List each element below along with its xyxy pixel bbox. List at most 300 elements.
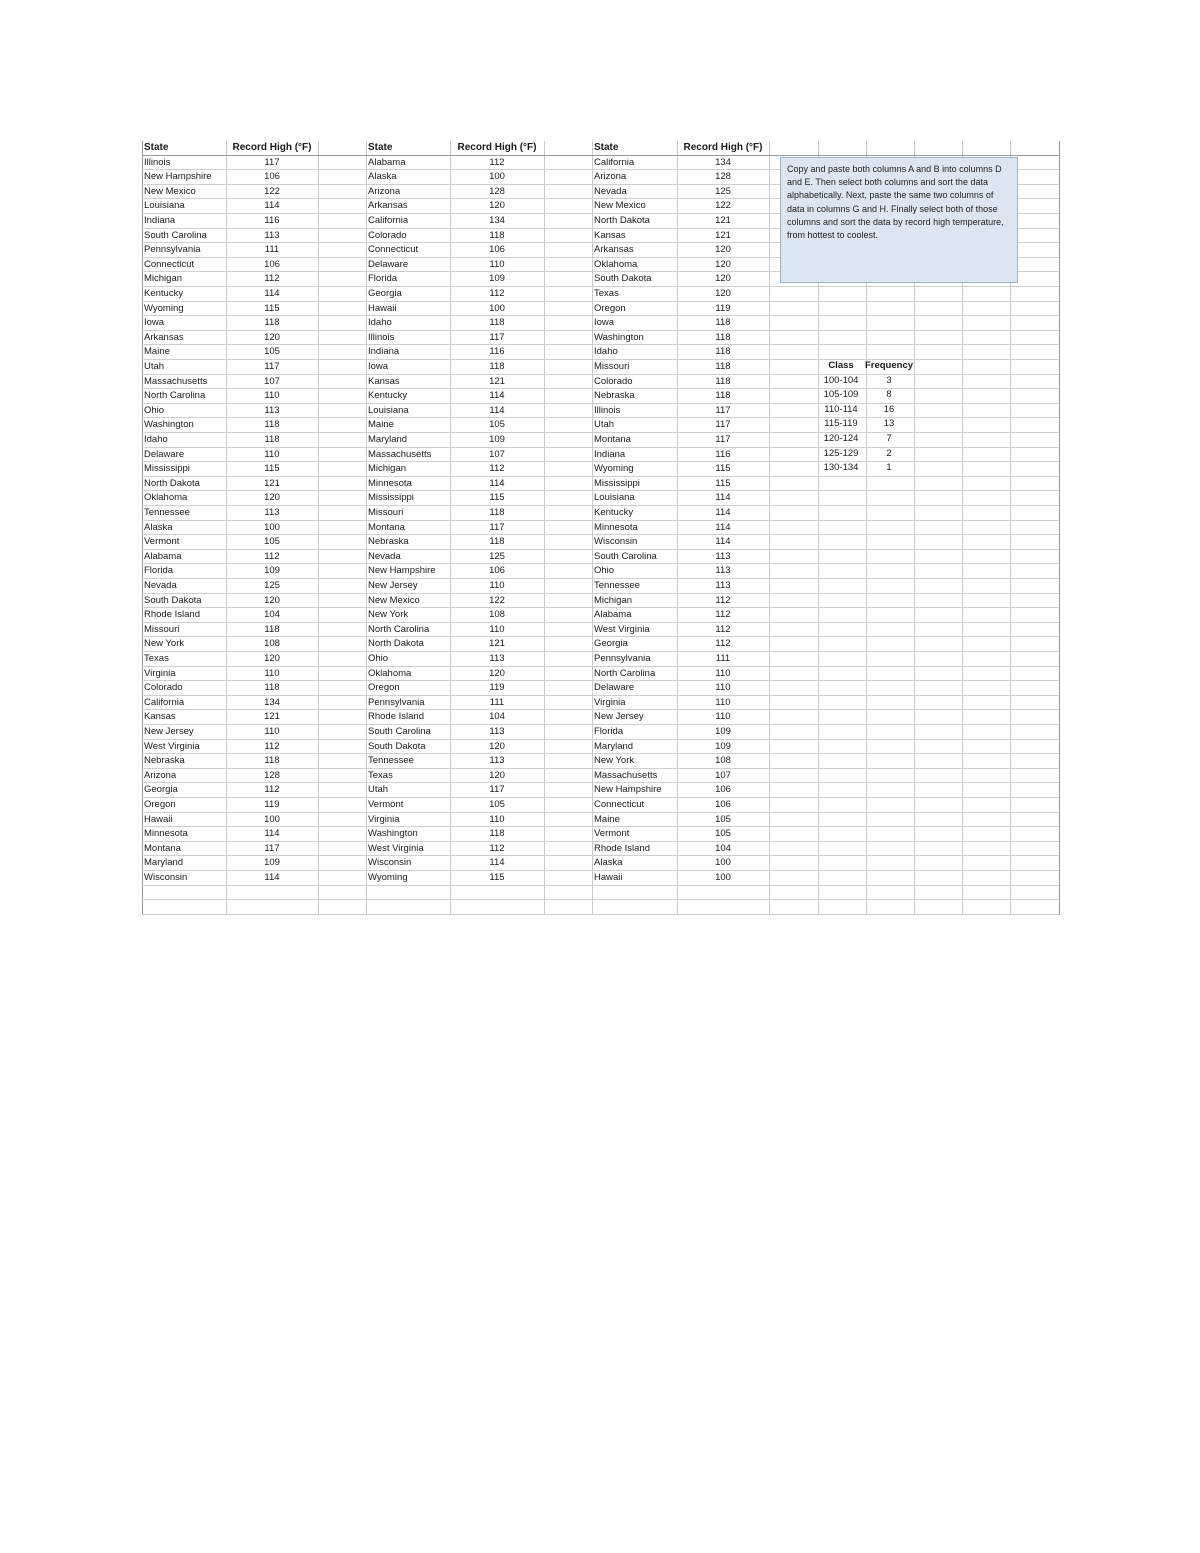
state-cell: West Virginia [144, 740, 200, 752]
state-cell: Ohio [368, 653, 389, 664]
state-cell: Connecticut [594, 799, 645, 810]
record-high-cell: 134 [715, 156, 731, 168]
record-high-cell: 128 [489, 185, 505, 197]
state-cell: Kansas [144, 711, 176, 723]
record-high-cell: 121 [264, 477, 280, 489]
state-cell: Kansas [368, 375, 400, 387]
record-high-cell: 110 [489, 258, 505, 270]
state-cell: Mississippi [144, 463, 190, 475]
record-high-cell: 106 [264, 258, 280, 270]
state-cell: Indiana [594, 448, 626, 460]
frequency-row [818, 403, 918, 418]
record-high-cell: 120 [715, 288, 731, 299]
table-row [142, 448, 1059, 463]
state-cell: Massachusetts [144, 375, 208, 387]
record-high-cell: 119 [264, 799, 280, 810]
record-high-cell: 115 [264, 463, 280, 475]
record-high-cell: 128 [715, 171, 731, 183]
class-cell: 100-104 [823, 374, 859, 386]
state-header: State [594, 142, 619, 153]
class-cell: 110-114 [824, 403, 858, 415]
record-high-cell: 112 [715, 594, 731, 606]
state-cell: Vermont [144, 536, 180, 548]
state-cell: Texas [594, 288, 619, 299]
record-high-cell: 109 [489, 434, 505, 445]
state-cell: New Jersey [368, 580, 418, 591]
record-high-cell: 120 [489, 667, 505, 679]
record-high-cell: 117 [489, 331, 505, 343]
table-row [142, 754, 1059, 769]
record-high-cell: 114 [715, 492, 731, 504]
state-cell: Georgia [368, 288, 402, 299]
state-cell: Nebraska [594, 390, 635, 402]
record-high-cell: 111 [264, 244, 280, 256]
state-cell: Florida [368, 273, 398, 285]
record-high-cell: 120 [715, 258, 731, 270]
record-high-cell: 111 [489, 696, 505, 708]
record-high-cell: 112 [489, 463, 505, 475]
record-high-cell: 134 [489, 215, 505, 226]
state-cell: South Carolina [144, 229, 207, 241]
record-high-cell: 116 [489, 346, 505, 358]
record-high-cell: 113 [715, 565, 731, 577]
state-cell: Florida [594, 726, 624, 737]
state-cell: North Carolina [144, 390, 206, 402]
record-high-cell: 120 [264, 492, 280, 504]
table-row [142, 360, 1059, 375]
record-high-cell: 105 [715, 813, 731, 825]
state-cell: New Hampshire [368, 565, 436, 577]
table-row [142, 302, 1059, 317]
state-cell: Idaho [368, 317, 392, 329]
state-cell: Delaware [594, 682, 635, 694]
state-cell: South Dakota [144, 594, 202, 606]
state-cell: Utah [594, 419, 615, 431]
frequency-cell: 1 [886, 462, 892, 474]
state-cell: Virginia [144, 667, 176, 679]
table-row [142, 886, 1059, 901]
record-high-cell: 107 [489, 448, 505, 460]
state-cell [592, 900, 677, 915]
frequency-cell: 7 [886, 433, 892, 444]
state-cell: Pennsylvania [368, 696, 425, 708]
record-high-cell: 112 [715, 623, 731, 635]
record-high-cell: 118 [715, 375, 731, 387]
state-cell: West Virginia [368, 842, 424, 854]
state-cell: Hawaii [368, 302, 397, 314]
state-cell: Florida [144, 565, 174, 577]
record-high-cell: 104 [715, 842, 731, 854]
state-cell: Iowa [144, 317, 165, 329]
state-cell: Indiana [144, 215, 176, 226]
state-cell: South Dakota [368, 740, 426, 752]
state-cell: Nebraska [144, 755, 185, 767]
class-cell: 115-119 [824, 418, 858, 430]
record-high-cell: 117 [489, 521, 505, 533]
state-cell: South Carolina [594, 550, 657, 562]
record-high-cell: 109 [264, 857, 280, 869]
state-cell: Texas [368, 769, 393, 781]
state-cell: South Carolina [368, 726, 431, 737]
state-cell: Montana [368, 521, 405, 533]
record-high-cell [226, 886, 318, 901]
record-high-cell: 108 [489, 609, 505, 621]
state-cell: Wyoming [144, 302, 184, 314]
record-high-cell: 114 [489, 477, 505, 489]
record-high-cell: 111 [715, 653, 731, 664]
state-cell: North Carolina [368, 623, 430, 635]
state-cell: Utah [368, 784, 389, 796]
record-high-cell: 122 [715, 200, 731, 212]
record-high-cell: 114 [489, 404, 505, 416]
state-cell: North Dakota [594, 215, 650, 226]
record-high-cell: 118 [264, 317, 280, 329]
state-cell: Tennessee [368, 755, 414, 767]
record-high-cell: 100 [264, 521, 280, 533]
state-cell: Colorado [594, 375, 633, 387]
table-row [142, 594, 1059, 609]
record-high-cell: 115 [489, 872, 505, 883]
state-cell: Wisconsin [144, 872, 188, 883]
record-high-cell: 100 [489, 171, 505, 183]
class-cell: 125-129 [823, 447, 859, 459]
state-cell: Ohio [594, 565, 615, 577]
table-row [142, 769, 1059, 784]
record-high-cell: 114 [489, 857, 505, 869]
state-cell: Rhode Island [594, 842, 650, 854]
state-cell: New Mexico [594, 200, 646, 212]
record-high-cell: 114 [264, 872, 280, 883]
grid-column-line [1059, 141, 1060, 915]
table-row [142, 827, 1059, 842]
state-cell: Louisiana [368, 404, 409, 416]
class-cell: 105-109 [823, 389, 859, 401]
table-row [142, 798, 1059, 813]
table-row [142, 608, 1059, 623]
state-cell: Georgia [144, 784, 178, 796]
record-high-cell: 105 [489, 419, 505, 431]
state-cell: North Dakota [368, 638, 424, 650]
state-cell: Arkansas [368, 200, 408, 212]
state-cell: California [144, 696, 185, 708]
record-high-cell: 115 [489, 492, 505, 504]
table-row [142, 637, 1059, 652]
record-high-cell: 125 [715, 185, 731, 197]
state-cell: Louisiana [594, 492, 635, 504]
state-cell: Alabama [594, 609, 632, 621]
record-high-cell: 120 [715, 244, 731, 256]
record-high-cell: 108 [264, 638, 280, 650]
table-row [142, 623, 1059, 638]
state-cell: New York [594, 755, 635, 767]
state-cell: New Mexico [368, 594, 420, 606]
record-high-cell: 120 [264, 594, 280, 606]
record-high-cell: 118 [489, 507, 505, 518]
state-cell: Arizona [368, 185, 401, 197]
record-high-cell: 118 [715, 317, 731, 329]
state-cell: Tennessee [144, 507, 190, 518]
state-cell: Illinois [368, 331, 395, 343]
state-cell: Alaska [144, 521, 173, 533]
state-cell: Washington [144, 419, 194, 431]
record-high-cell: 113 [715, 550, 731, 562]
record-high-cell: 100 [715, 857, 731, 869]
record-high-cell: 100 [489, 302, 505, 314]
state-cell: Missouri [144, 623, 180, 635]
state-cell: Oregon [368, 682, 400, 694]
state-cell: North Carolina [594, 667, 656, 679]
state-cell: Nevada [368, 550, 401, 562]
state-cell: Iowa [594, 317, 615, 329]
table-row [142, 535, 1059, 550]
record-high-cell: 114 [489, 390, 505, 402]
state-cell: Arkansas [144, 331, 184, 343]
table-row [142, 783, 1059, 798]
frequency-row [818, 447, 918, 462]
table-row [142, 813, 1059, 828]
state-cell: Wisconsin [368, 857, 412, 869]
table-row [142, 491, 1059, 506]
table-row [142, 842, 1059, 857]
frequency-cell: 13 [883, 418, 895, 430]
table-row [142, 404, 1059, 419]
record-high-cell: 106 [715, 784, 731, 796]
table-row [142, 389, 1059, 404]
state-cell: New Hampshire [144, 171, 212, 183]
record-high-cell: 114 [715, 536, 731, 548]
record-high-cell: 134 [264, 696, 280, 708]
table-row [142, 856, 1059, 871]
state-cell: Arizona [144, 769, 177, 781]
table-row [142, 316, 1059, 331]
state-cell: Oklahoma [144, 492, 188, 504]
state-cell [592, 886, 677, 901]
state-cell: Idaho [594, 346, 618, 358]
record-high-cell: 116 [715, 448, 731, 460]
frequency-row [818, 374, 918, 389]
state-cell: Alaska [594, 857, 623, 869]
table-row [142, 667, 1059, 682]
state-cell: West Virginia [594, 623, 650, 635]
record-high-cell: 121 [715, 229, 731, 241]
record-high-cell: 121 [715, 215, 731, 226]
state-header: State [144, 142, 169, 153]
record-high-cell: 120 [489, 200, 505, 212]
frequency-cell: 16 [883, 403, 895, 415]
record-high-cell: 121 [264, 711, 280, 723]
state-cell: Hawaii [594, 872, 623, 883]
table-row [142, 725, 1059, 740]
record-high-cell: 112 [264, 784, 280, 796]
record-high-header: Record High (°F) [457, 142, 537, 153]
record-high-cell: 112 [264, 740, 280, 752]
state-cell: Missouri [368, 507, 404, 518]
record-high-cell: 109 [715, 726, 731, 737]
record-high-cell: 115 [715, 463, 731, 475]
state-cell: Maine [144, 346, 170, 358]
record-high-cell: 107 [715, 769, 731, 781]
record-high-header: Record High (°F) [232, 142, 312, 153]
record-high-cell: 119 [489, 682, 505, 694]
record-high-cell: 118 [264, 434, 280, 445]
state-cell: Connecticut [144, 258, 195, 270]
frequency-header-row [818, 359, 918, 374]
state-cell: Minnesota [594, 521, 638, 533]
state-cell: Michigan [594, 594, 633, 606]
state-cell: Kansas [594, 229, 626, 241]
frequency-row [818, 432, 918, 447]
state-cell: New Jersey [594, 711, 644, 723]
record-high-cell: 128 [264, 769, 280, 781]
class-cell: 120-124 [823, 433, 859, 444]
table-row [142, 521, 1059, 536]
record-high-cell: 112 [264, 273, 280, 285]
state-cell [142, 900, 226, 915]
record-high-cell: 112 [489, 156, 505, 168]
state-cell: Mississippi [368, 492, 414, 504]
record-high-cell: 114 [715, 521, 731, 533]
record-high-cell: 117 [264, 842, 280, 854]
record-high-cell: 113 [264, 229, 280, 241]
state-cell: Delaware [368, 258, 409, 270]
state-cell: Massachusetts [594, 769, 658, 781]
record-high-cell: 114 [264, 200, 280, 212]
state-cell: Kentucky [594, 507, 634, 518]
record-high-cell: 110 [264, 390, 280, 402]
record-high-cell: 113 [715, 580, 731, 591]
table-row [142, 477, 1059, 492]
state-cell: Texas [144, 653, 169, 664]
state-cell: Maryland [594, 740, 634, 752]
class-header: Class [828, 360, 854, 371]
record-high-cell: 106 [715, 799, 731, 810]
state-cell: Arkansas [594, 244, 634, 256]
state-cell: Maryland [368, 434, 408, 445]
record-high-cell: 120 [264, 331, 280, 343]
record-high-cell: 105 [264, 536, 280, 548]
state-cell: South Dakota [594, 273, 652, 285]
record-high-cell: 110 [489, 813, 505, 825]
state-cell: Delaware [144, 448, 185, 460]
table-row [142, 506, 1059, 521]
frequency-header: Frequency [864, 360, 914, 371]
record-high-cell: 108 [715, 755, 731, 767]
table-row [142, 900, 1059, 915]
state-cell: Wisconsin [594, 536, 638, 548]
state-header: State [368, 142, 393, 153]
record-high-cell: 112 [264, 550, 280, 562]
record-high-cell: 110 [715, 667, 731, 679]
record-high-cell: 110 [489, 623, 505, 635]
record-high-cell: 125 [489, 550, 505, 562]
record-high-cell: 110 [715, 682, 731, 694]
record-high-cell: 104 [264, 609, 280, 621]
record-high-cell: 117 [264, 156, 280, 168]
record-high-cell: 117 [715, 404, 731, 416]
record-high-cell: 121 [489, 638, 505, 650]
record-high-cell: 110 [264, 448, 280, 460]
record-high-cell [677, 886, 769, 901]
table-row [142, 345, 1059, 360]
state-cell: Louisiana [144, 200, 185, 212]
state-cell: Vermont [368, 799, 404, 810]
record-high-header: Record High (°F) [683, 142, 763, 153]
state-cell: Wyoming [368, 872, 408, 883]
table-row [142, 681, 1059, 696]
record-high-cell: 118 [489, 536, 505, 548]
state-cell: Utah [144, 361, 165, 372]
record-high-cell: 116 [264, 215, 280, 226]
state-cell: New Hampshire [594, 784, 662, 796]
state-cell: Alabama [368, 156, 406, 168]
state-cell: Maryland [144, 857, 184, 869]
state-cell: Rhode Island [368, 711, 424, 723]
record-high-cell: 117 [715, 419, 731, 431]
table-row [142, 462, 1059, 477]
record-high-cell: 113 [489, 653, 505, 664]
state-cell: Oklahoma [368, 667, 412, 679]
record-high-cell [677, 900, 769, 915]
table-row [142, 740, 1059, 755]
record-high-cell: 114 [264, 288, 280, 299]
record-high-cell: 118 [264, 623, 280, 635]
frequency-cell: 8 [886, 389, 892, 401]
state-cell: North Dakota [144, 477, 200, 489]
state-cell [142, 886, 226, 901]
state-cell: Idaho [144, 434, 168, 445]
record-high-cell: 120 [489, 769, 505, 781]
state-cell: Alaska [368, 171, 397, 183]
record-high-cell: 125 [264, 580, 280, 591]
state-cell: Oklahoma [594, 258, 638, 270]
state-cell: Massachusetts [368, 448, 432, 460]
state-cell: Michigan [368, 463, 407, 475]
record-high-cell: 120 [715, 273, 731, 285]
state-cell: Tennessee [594, 580, 640, 591]
state-cell: Rhode Island [144, 609, 200, 621]
state-cell: Oregon [594, 302, 626, 314]
record-high-cell: 113 [489, 726, 505, 737]
state-cell: New York [368, 609, 409, 621]
state-cell: Connecticut [368, 244, 419, 256]
frequency-row [818, 461, 918, 476]
record-high-cell: 118 [489, 317, 505, 329]
state-cell: New Jersey [144, 726, 194, 737]
record-high-cell: 118 [715, 346, 731, 358]
table-row [142, 375, 1059, 390]
table-row [142, 696, 1059, 711]
record-high-cell: 117 [715, 434, 731, 445]
record-high-cell: 105 [264, 346, 280, 358]
table-row [142, 331, 1059, 346]
record-high-cell [450, 886, 544, 901]
state-cell: California [368, 215, 409, 226]
state-cell: Nebraska [368, 536, 409, 548]
state-cell: California [594, 156, 635, 168]
state-cell: Vermont [594, 828, 630, 840]
record-high-cell: 118 [715, 331, 731, 343]
state-cell: Pennsylvania [594, 653, 651, 664]
state-cell: Oregon [144, 799, 176, 810]
state-cell: Nevada [144, 580, 177, 591]
state-cell [366, 886, 450, 901]
state-cell: Kentucky [144, 288, 184, 299]
record-high-cell: 106 [264, 171, 280, 183]
state-cell: Montana [594, 434, 631, 445]
record-high-cell: 110 [715, 711, 731, 723]
record-high-cell: 120 [264, 653, 280, 664]
record-high-cell: 114 [715, 507, 731, 518]
